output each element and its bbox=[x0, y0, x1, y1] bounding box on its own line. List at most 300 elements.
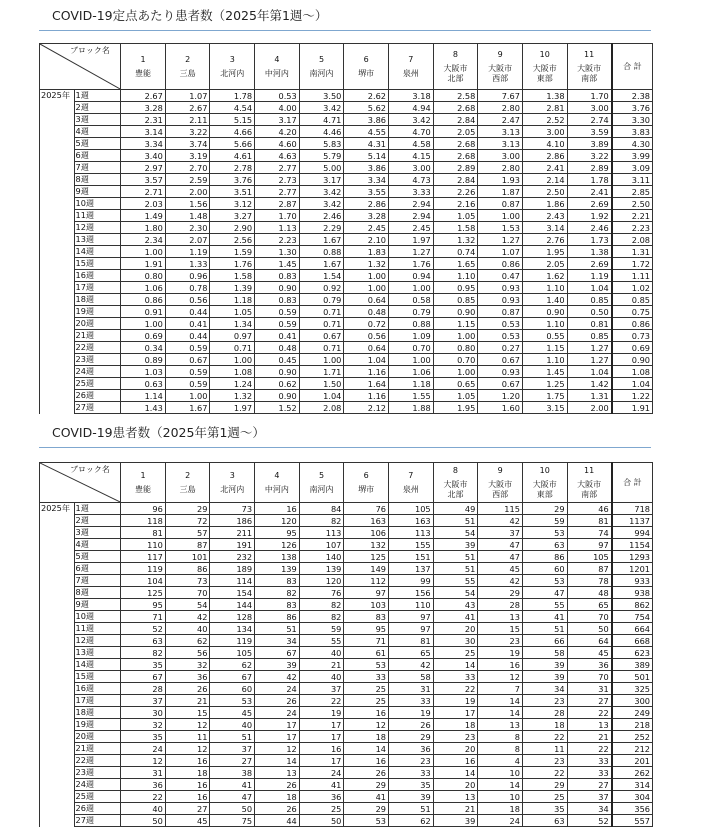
week-cell: 16週 bbox=[74, 270, 121, 282]
column-header bbox=[255, 463, 300, 503]
total-cell: 3.09 bbox=[612, 162, 653, 174]
value-cell: 1.27 bbox=[478, 234, 523, 246]
value-cell: 56 bbox=[165, 647, 210, 659]
table-row bbox=[40, 198, 653, 210]
value-cell: 26 bbox=[344, 767, 389, 779]
table-row bbox=[40, 803, 653, 815]
value-cell: 50 bbox=[299, 815, 344, 827]
value-cell: 4.70 bbox=[389, 126, 434, 138]
week-cell: 5週 bbox=[74, 138, 121, 150]
value-cell: 22 bbox=[121, 791, 166, 803]
value-cell: 0.67 bbox=[478, 378, 523, 390]
value-cell: 1.19 bbox=[165, 246, 210, 258]
value-cell: 1.75 bbox=[522, 390, 567, 402]
value-cell: 1.16 bbox=[344, 390, 389, 402]
value-cell: 0.88 bbox=[389, 318, 434, 330]
value-cell: 151 bbox=[389, 551, 434, 563]
value-cell: 33 bbox=[433, 671, 478, 683]
value-cell: 2.71 bbox=[121, 186, 166, 198]
value-cell: 2.58 bbox=[433, 90, 478, 102]
value-cell: 18 bbox=[255, 791, 300, 803]
value-cell: 21 bbox=[567, 731, 612, 743]
column-header bbox=[522, 44, 567, 90]
value-cell: 1.00 bbox=[433, 366, 478, 378]
value-cell: 14 bbox=[478, 707, 523, 719]
value-cell: 0.71 bbox=[210, 342, 255, 354]
value-cell: 3.33 bbox=[389, 186, 434, 198]
value-cell: 3.42 bbox=[299, 198, 344, 210]
value-cell: 4.00 bbox=[255, 102, 300, 114]
value-cell: 134 bbox=[210, 623, 255, 635]
value-cell: 125 bbox=[344, 551, 389, 563]
total-cell: 1.11 bbox=[612, 270, 653, 282]
value-cell: 17 bbox=[299, 755, 344, 767]
value-cell: 1.86 bbox=[522, 198, 567, 210]
value-cell: 33 bbox=[389, 767, 434, 779]
value-cell: 82 bbox=[299, 599, 344, 611]
value-cell: 63 bbox=[121, 635, 166, 647]
week-cell: 3週 bbox=[74, 527, 121, 539]
value-cell: 2.16 bbox=[433, 198, 478, 210]
value-cell: 0.59 bbox=[255, 306, 300, 318]
table-row bbox=[40, 791, 653, 803]
value-cell: 2.84 bbox=[433, 174, 478, 186]
value-cell: 45 bbox=[165, 815, 210, 827]
value-cell: 32 bbox=[121, 719, 166, 731]
value-cell: 19 bbox=[299, 707, 344, 719]
value-cell: 29 bbox=[344, 803, 389, 815]
total-header: 合 計 bbox=[612, 463, 653, 503]
value-cell: 37 bbox=[567, 791, 612, 803]
value-cell: 2.62 bbox=[344, 90, 389, 102]
value-cell: 0.41 bbox=[255, 330, 300, 342]
total-cell: 389 bbox=[612, 659, 653, 671]
value-cell: 0.90 bbox=[255, 390, 300, 402]
value-cell: 0.64 bbox=[344, 342, 389, 354]
value-cell: 3.74 bbox=[165, 138, 210, 150]
value-cell: 119 bbox=[121, 563, 166, 575]
value-cell: 2.05 bbox=[522, 258, 567, 270]
value-cell: 3.42 bbox=[389, 114, 434, 126]
total-cell: 0.90 bbox=[612, 354, 653, 366]
total-cell: 3.11 bbox=[612, 174, 653, 186]
value-cell: 1.97 bbox=[210, 402, 255, 414]
value-cell: 4.31 bbox=[344, 138, 389, 150]
value-cell: 83 bbox=[255, 575, 300, 587]
table-row bbox=[40, 354, 653, 366]
value-cell: 35 bbox=[121, 731, 166, 743]
week-cell: 5週 bbox=[74, 551, 121, 563]
value-cell: 1.67 bbox=[165, 402, 210, 414]
value-cell: 1.00 bbox=[389, 354, 434, 366]
value-cell: 3.00 bbox=[478, 150, 523, 162]
value-cell: 13 bbox=[478, 719, 523, 731]
total-cell: 304 bbox=[612, 791, 653, 803]
value-cell: 26 bbox=[255, 695, 300, 707]
value-cell: 37 bbox=[121, 695, 166, 707]
value-cell: 47 bbox=[210, 791, 255, 803]
value-cell: 63 bbox=[522, 539, 567, 551]
value-cell: 29 bbox=[522, 779, 567, 791]
value-cell: 0.96 bbox=[165, 270, 210, 282]
value-cell: 2.89 bbox=[567, 162, 612, 174]
value-cell: 0.86 bbox=[121, 294, 166, 306]
column-name: 北河内 bbox=[220, 484, 245, 494]
value-cell: 3.59 bbox=[567, 126, 612, 138]
value-cell: 51 bbox=[255, 623, 300, 635]
value-cell: 22 bbox=[299, 695, 344, 707]
total-cell: 249 bbox=[612, 707, 653, 719]
column-header bbox=[389, 44, 434, 90]
table-row bbox=[40, 503, 653, 515]
value-cell: 3.89 bbox=[567, 138, 612, 150]
table-row bbox=[40, 282, 653, 294]
value-cell: 2.56 bbox=[210, 234, 255, 246]
value-cell: 42 bbox=[389, 659, 434, 671]
week-cell: 15週 bbox=[74, 671, 121, 683]
value-cell: 2.81 bbox=[522, 102, 567, 114]
table-row bbox=[40, 539, 653, 551]
value-cell: 97 bbox=[567, 539, 612, 551]
value-cell: 55 bbox=[433, 575, 478, 587]
value-cell: 18 bbox=[478, 803, 523, 815]
value-cell: 3.00 bbox=[522, 126, 567, 138]
value-cell: 20 bbox=[433, 743, 478, 755]
value-cell: 26 bbox=[255, 779, 300, 791]
value-cell: 59 bbox=[522, 515, 567, 527]
value-cell: 24 bbox=[121, 743, 166, 755]
value-cell: 3.42 bbox=[299, 186, 344, 198]
total-cell: 754 bbox=[612, 611, 653, 623]
value-cell: 2.89 bbox=[433, 162, 478, 174]
value-cell: 1.67 bbox=[299, 258, 344, 270]
table-row bbox=[40, 222, 653, 234]
value-cell: 2.76 bbox=[522, 234, 567, 246]
value-cell: 75 bbox=[210, 815, 255, 827]
value-cell: 0.85 bbox=[567, 330, 612, 342]
value-cell: 95 bbox=[121, 599, 166, 611]
title-divider bbox=[39, 30, 651, 31]
table-row bbox=[40, 683, 653, 695]
value-cell: 33 bbox=[389, 695, 434, 707]
column-header bbox=[433, 463, 478, 503]
value-cell: 0.90 bbox=[255, 282, 300, 294]
total-cell: 0.85 bbox=[612, 294, 653, 306]
value-cell: 60 bbox=[522, 563, 567, 575]
value-cell: 3.19 bbox=[165, 150, 210, 162]
value-cell: 11 bbox=[522, 743, 567, 755]
value-cell: 2.78 bbox=[210, 162, 255, 174]
value-cell: 1.31 bbox=[567, 390, 612, 402]
value-cell: 51 bbox=[522, 623, 567, 635]
value-cell: 65 bbox=[389, 647, 434, 659]
value-cell: 41 bbox=[433, 611, 478, 623]
value-cell: 1.42 bbox=[567, 378, 612, 390]
value-cell: 110 bbox=[121, 539, 166, 551]
week-cell: 22週 bbox=[74, 342, 121, 354]
value-cell: 8 bbox=[478, 731, 523, 743]
column-number: 3 bbox=[229, 470, 235, 480]
week-cell: 24週 bbox=[74, 366, 121, 378]
value-cell: 19 bbox=[433, 695, 478, 707]
value-cell: 0.71 bbox=[299, 306, 344, 318]
value-cell: 22 bbox=[433, 683, 478, 695]
value-cell: 1.30 bbox=[255, 246, 300, 258]
value-cell: 2.46 bbox=[567, 222, 612, 234]
value-cell: 1.24 bbox=[210, 378, 255, 390]
value-cell: 41 bbox=[210, 779, 255, 791]
column-name: 大阪市 北部 bbox=[443, 63, 468, 83]
value-cell: 1.09 bbox=[389, 330, 434, 342]
value-cell: 189 bbox=[210, 563, 255, 575]
value-cell: 72 bbox=[165, 515, 210, 527]
value-cell: 1.06 bbox=[389, 366, 434, 378]
value-cell: 3.28 bbox=[121, 102, 166, 114]
week-cell: 17週 bbox=[74, 695, 121, 707]
value-cell: 1.95 bbox=[433, 402, 478, 414]
value-cell: 49 bbox=[433, 503, 478, 515]
column-number: 7 bbox=[408, 470, 414, 480]
value-cell: 113 bbox=[389, 527, 434, 539]
value-cell: 22 bbox=[567, 743, 612, 755]
value-cell: 36 bbox=[165, 671, 210, 683]
per-sentinel-table bbox=[39, 43, 653, 414]
column-name: 大阪市 東部 bbox=[532, 479, 557, 499]
value-cell: 113 bbox=[299, 527, 344, 539]
table-row bbox=[40, 563, 653, 575]
value-cell: 1.76 bbox=[210, 258, 255, 270]
value-cell: 81 bbox=[389, 635, 434, 647]
value-cell: 83 bbox=[255, 599, 300, 611]
value-cell: 1.83 bbox=[344, 246, 389, 258]
week-cell: 23週 bbox=[74, 767, 121, 779]
value-cell: 1.05 bbox=[433, 210, 478, 222]
total-cell: 557 bbox=[612, 815, 653, 827]
value-cell: 13 bbox=[567, 719, 612, 731]
value-cell: 23 bbox=[522, 755, 567, 767]
value-cell: 1.54 bbox=[299, 270, 344, 282]
value-cell: 51 bbox=[433, 563, 478, 575]
value-cell: 17 bbox=[255, 719, 300, 731]
week-cell: 24週 bbox=[74, 779, 121, 791]
value-cell: 34 bbox=[567, 803, 612, 815]
value-cell: 12 bbox=[255, 743, 300, 755]
value-cell: 99 bbox=[389, 575, 434, 587]
value-cell: 1.03 bbox=[121, 366, 166, 378]
value-cell: 70 bbox=[567, 671, 612, 683]
table-row bbox=[40, 527, 653, 539]
value-cell: 78 bbox=[567, 575, 612, 587]
value-cell: 96 bbox=[121, 503, 166, 515]
value-cell: 3.00 bbox=[389, 162, 434, 174]
value-cell: 5.00 bbox=[299, 162, 344, 174]
column-number: 5 bbox=[319, 470, 325, 480]
table-row bbox=[40, 270, 653, 282]
value-cell: 44 bbox=[255, 815, 300, 827]
table-row bbox=[40, 102, 653, 114]
value-cell: 125 bbox=[121, 587, 166, 599]
value-cell: 19 bbox=[478, 647, 523, 659]
total-cell: 1.22 bbox=[612, 390, 653, 402]
value-cell: 33 bbox=[567, 755, 612, 767]
value-cell: 83 bbox=[344, 611, 389, 623]
value-cell: 33 bbox=[344, 671, 389, 683]
value-cell: 0.58 bbox=[389, 294, 434, 306]
week-cell: 26週 bbox=[74, 390, 121, 402]
value-cell: 74 bbox=[567, 527, 612, 539]
value-cell: 3.22 bbox=[567, 150, 612, 162]
table-row bbox=[40, 611, 653, 623]
column-number: 4 bbox=[274, 54, 280, 64]
total-cell: 1201 bbox=[612, 563, 653, 575]
value-cell: 0.71 bbox=[299, 342, 344, 354]
value-cell: 71 bbox=[344, 635, 389, 647]
value-cell: 1.32 bbox=[210, 390, 255, 402]
value-cell: 163 bbox=[344, 515, 389, 527]
value-cell: 21 bbox=[299, 659, 344, 671]
value-cell: 1.39 bbox=[210, 282, 255, 294]
value-cell: 2.97 bbox=[121, 162, 166, 174]
value-cell: 0.90 bbox=[255, 366, 300, 378]
column-number: 10 bbox=[539, 465, 550, 475]
value-cell: 58 bbox=[522, 647, 567, 659]
value-cell: 5.62 bbox=[344, 102, 389, 114]
value-cell: 97 bbox=[389, 623, 434, 635]
value-cell: 3.17 bbox=[255, 114, 300, 126]
value-cell: 1.49 bbox=[121, 210, 166, 222]
total-cell: 1.02 bbox=[612, 282, 653, 294]
value-cell: 16 bbox=[433, 755, 478, 767]
table-row bbox=[40, 707, 653, 719]
value-cell: 53 bbox=[210, 695, 255, 707]
value-cell: 1.00 bbox=[210, 354, 255, 366]
value-cell: 4.71 bbox=[299, 114, 344, 126]
value-cell: 1.53 bbox=[478, 222, 523, 234]
value-cell: 0.85 bbox=[433, 294, 478, 306]
value-cell: 2.84 bbox=[433, 114, 478, 126]
value-cell: 62 bbox=[389, 815, 434, 827]
value-cell: 186 bbox=[210, 515, 255, 527]
value-cell: 1.07 bbox=[478, 246, 523, 258]
value-cell: 1.00 bbox=[478, 210, 523, 222]
value-cell: 16 bbox=[165, 755, 210, 767]
total-cell: 2.50 bbox=[612, 198, 653, 210]
value-cell: 37 bbox=[478, 527, 523, 539]
column-number: 6 bbox=[363, 470, 369, 480]
value-cell: 5.15 bbox=[210, 114, 255, 126]
table-row bbox=[40, 114, 653, 126]
value-cell: 2.87 bbox=[255, 198, 300, 210]
value-cell: 2.68 bbox=[433, 150, 478, 162]
value-cell: 2.30 bbox=[165, 222, 210, 234]
value-cell: 14 bbox=[478, 695, 523, 707]
value-cell: 40 bbox=[299, 671, 344, 683]
value-cell: 0.81 bbox=[567, 318, 612, 330]
value-cell: 0.92 bbox=[299, 282, 344, 294]
value-cell: 0.27 bbox=[478, 342, 523, 354]
value-cell: 0.67 bbox=[478, 354, 523, 366]
total-cell: 3.30 bbox=[612, 114, 653, 126]
value-cell: 55 bbox=[299, 635, 344, 647]
value-cell: 52 bbox=[121, 623, 166, 635]
value-cell: 45 bbox=[210, 707, 255, 719]
value-cell: 26 bbox=[389, 719, 434, 731]
value-cell: 1.00 bbox=[344, 270, 389, 282]
column-header bbox=[478, 44, 523, 90]
value-cell: 1.00 bbox=[389, 282, 434, 294]
value-cell: 4.73 bbox=[389, 174, 434, 186]
value-cell: 0.85 bbox=[567, 294, 612, 306]
value-cell: 4.46 bbox=[299, 126, 344, 138]
value-cell: 1.95 bbox=[522, 246, 567, 258]
value-cell: 2.23 bbox=[255, 234, 300, 246]
value-cell: 0.44 bbox=[165, 306, 210, 318]
total-cell: 2.21 bbox=[612, 210, 653, 222]
column-header bbox=[478, 463, 523, 503]
patient-count-table bbox=[39, 462, 653, 827]
value-cell: 2.69 bbox=[567, 198, 612, 210]
value-cell: 57 bbox=[165, 527, 210, 539]
week-cell: 4週 bbox=[74, 539, 121, 551]
corner-header bbox=[40, 44, 121, 90]
value-cell: 1.15 bbox=[433, 318, 478, 330]
value-cell: 1.32 bbox=[344, 258, 389, 270]
week-cell: 10週 bbox=[74, 198, 121, 210]
value-cell: 1.55 bbox=[389, 390, 434, 402]
week-cell: 17週 bbox=[74, 282, 121, 294]
value-cell: 28 bbox=[478, 599, 523, 611]
value-cell: 50 bbox=[121, 815, 166, 827]
value-cell: 0.87 bbox=[478, 198, 523, 210]
value-cell: 1.32 bbox=[433, 234, 478, 246]
value-cell: 76 bbox=[299, 587, 344, 599]
table-row bbox=[40, 330, 653, 342]
value-cell: 132 bbox=[344, 539, 389, 551]
value-cell: 54 bbox=[433, 587, 478, 599]
value-cell: 16 bbox=[165, 779, 210, 791]
value-cell: 2.07 bbox=[165, 234, 210, 246]
value-cell: 117 bbox=[121, 551, 166, 563]
value-cell: 35 bbox=[121, 659, 166, 671]
table-row bbox=[40, 390, 653, 402]
value-cell: 52 bbox=[567, 815, 612, 827]
value-cell: 59 bbox=[299, 623, 344, 635]
value-cell: 2.46 bbox=[299, 210, 344, 222]
value-cell: 163 bbox=[389, 515, 434, 527]
column-header bbox=[121, 44, 166, 90]
value-cell: 112 bbox=[344, 575, 389, 587]
column-number: 1 bbox=[140, 470, 146, 480]
value-cell: 87 bbox=[165, 539, 210, 551]
value-cell: 1.10 bbox=[522, 282, 567, 294]
value-cell: 2.08 bbox=[299, 402, 344, 414]
week-cell: 3週 bbox=[74, 114, 121, 126]
value-cell: 67 bbox=[121, 671, 166, 683]
value-cell: 27 bbox=[165, 803, 210, 815]
value-cell: 41 bbox=[299, 779, 344, 791]
value-cell: 0.94 bbox=[389, 270, 434, 282]
value-cell: 17 bbox=[299, 731, 344, 743]
table-row bbox=[40, 551, 653, 563]
total-cell: 1.31 bbox=[612, 246, 653, 258]
value-cell: 53 bbox=[522, 575, 567, 587]
value-cell: 22 bbox=[522, 731, 567, 743]
value-cell: 1.14 bbox=[121, 390, 166, 402]
value-cell: 2.26 bbox=[433, 186, 478, 198]
value-cell: 1.06 bbox=[121, 282, 166, 294]
value-cell: 118 bbox=[121, 515, 166, 527]
table-row bbox=[40, 647, 653, 659]
